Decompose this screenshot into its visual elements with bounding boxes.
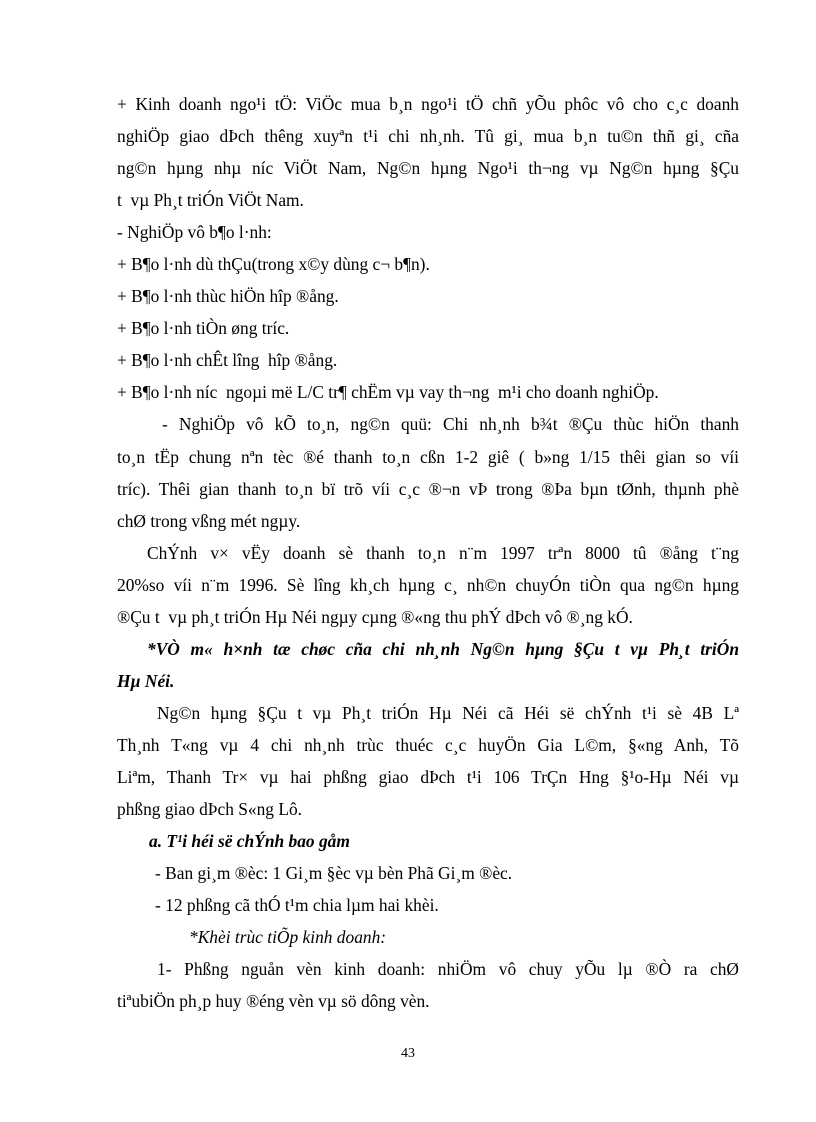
text-line: - NghiÖp vô b¶o l·nh:	[117, 222, 272, 243]
subsection-heading: a. T¹i héi së chÝnh bao gåm	[149, 831, 350, 852]
text-line: - 12 phßng cã thÓ t¹m chia lµm hai khèi.	[155, 895, 439, 916]
text-line: to¸n tËp chung nªn tèc ®é thanh to¸n cßn 1-2 giê ( b»ng 1/15 thêi gian so víi	[117, 446, 739, 467]
text-line: t vµ Ph¸t triÓn ViÖt Nam.	[117, 190, 304, 211]
text-line: tiªubiÖn ph¸p huy ®éng vèn vµ sö dông vèn.	[117, 991, 430, 1012]
text-line: 20%so víi n¨m 1996. Sè lîng kh¸ch hµng c¸ nh©n chuyÓn tiÒn qua ng©n hµng	[117, 574, 739, 595]
text-line: ®Çu t vµ ph¸t triÓn Hµ Néi ngµy cµng ®«ng thu phÝ dÞch vô ®¸ng kÓ.	[117, 606, 633, 627]
section-heading: Hµ Néi.	[117, 670, 175, 691]
section-heading: *VÒ m« h×nh tæ chøc cña chi nh¸nh Ng©n hµng §Çu t vµ Ph¸t triÓn	[147, 638, 739, 659]
text-line: + B¶o l·nh dù thÇu(trong x©y dùng c¬ b¶n).	[117, 254, 430, 275]
text-line: + B¶o l·nh tiÒn øng tríc.	[117, 318, 290, 339]
document-body	[117, 88, 739, 1017]
text-line: + Kinh doanh ngo¹i tÖ: ViÖc mua b¸n ngo¹i tÖ chñ yÕu phôc vô cho c¸c doanh	[117, 94, 739, 114]
text-line: ChÝnh v× vËy doanh sè thanh to¸n n¨m 1997 trªn 8000 tû ®ång t¨ng	[147, 542, 739, 563]
page-number: 43	[401, 1046, 415, 1061]
text-line: Liªm, Thanh Tr× vµ hai phßng giao dÞch t¹i 106 TrÇn Hng §¹o-Hµ Néi vµ	[117, 766, 739, 787]
text-line: tríc). Thêi gian thanh to¸n bï trõ víi c¸c ®¬n vÞ trong ®Þa bµn tØnh, thµnh phè	[117, 478, 739, 499]
text-line: + B¶o l·nh thùc hiÖn hîp ®ång.	[117, 286, 339, 307]
text-line: Th¸nh T«ng vµ 4 chi nh¸nh trùc thuéc c¸c huyÖn Gia L©m, §«ng Anh, Tõ	[117, 734, 739, 755]
text-line: - Ban gi¸m ®èc: 1 Gi¸m §èc vµ bèn Phã Gi¸m ®èc.	[155, 863, 513, 884]
text-line: phßng giao dÞch S«ng Lô.	[117, 799, 303, 820]
text-line: 1- Phßng nguån vèn kinh doanh: nhiÖm vô chuy yÕu lµ ®Ò ra chØ	[157, 959, 739, 980]
text-line: chØ trong vßng mét ngµy.	[117, 510, 301, 531]
text-line: + B¶o l·nh níc ngoµi më L/C tr¶ chËm vµ vay th¬ng m¹i cho doanh nghiÖp.	[117, 382, 659, 403]
text-line: Ng©n hµng §Çu t vµ Ph¸t triÓn Hµ Néi cã Héi së chÝnh t¹i sè 4B Lª	[157, 702, 739, 723]
text-line: - NghiÖp vô kÕ to¸n, ng©n quü: Chi nh¸nh b¾t ®Çu thùc hiÖn thanh	[162, 414, 739, 435]
text-line: ng©n hµng nhµ níc ViÖt Nam, Ng©n hµng Ngo¹i th¬ng vµ Ng©n hµng §Çu	[117, 158, 739, 179]
text-line: nghiÖp giao dÞch thêng xuyªn t¹i chi nh¸nh. Tû gi¸ mua b¸n tu©n thñ gi¸ cña	[117, 126, 739, 147]
text-line: *Khèi trùc tiÕp kinh doanh:	[189, 927, 387, 948]
text-line: + B¶o l·nh chÊt lîng hîp ®ång.	[117, 350, 338, 371]
